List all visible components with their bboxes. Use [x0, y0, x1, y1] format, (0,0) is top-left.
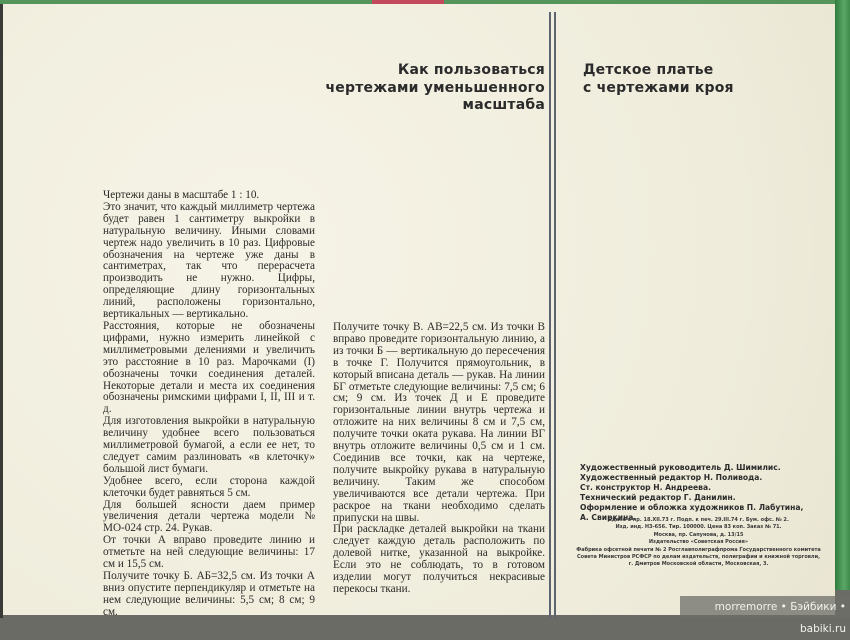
watermark: morremorre • Бэйбики • babiki.ru — [680, 596, 850, 618]
section-heading-childrens-dress — [583, 62, 803, 97]
heading-line: масштаба — [462, 97, 545, 113]
credit-line: Оформление и обложка художников П. Лабутина, — [580, 503, 804, 512]
cover-green-edge — [835, 0, 850, 590]
imprint-line: Изд. инд. НЗ-656. Тир. 100000. Цена 83 коп. Заказ № 71. — [615, 524, 782, 531]
credit-line: Ст. конструктор Н. Андреева. — [580, 483, 711, 492]
paragraph: Чертежи даны в масштабе 1 : 10. — [103, 189, 260, 201]
text-column-middle — [333, 322, 545, 596]
credit-line: Технический редактор Г. Данилин. — [580, 493, 736, 502]
credit-line: Художественный руководитель Д. Шимилис. — [580, 463, 781, 472]
cover-top-strip — [0, 0, 850, 4]
imprint-line: Издательство «Советская Россия» — [648, 539, 749, 546]
paragraph: Получите точку В. АВ=22,5 см. Из точки В вправо проведите горизонтальную линию, а из точки Б — вертикальную до пересечения в точке Г. Получится прямоугольник, в который вписана деталь — рукав. На линии БГ отметьте следующие величины: 7,5 см; 6 см; 9 см. Из точек Д и Е проведите горизонтальные линии внутрь чертежа и отложите на них величины 8 см и 7,5 см, получите точки оката рукава. На линии ВГ внутрь отложите величины 0,5 см и 1 см. Соединив все точки, как на чертеже, получите выкройку рукава в натуральную величину. Таким же способом увеличиваются все детали чертежа. При раскрое на ткани необходимо сделать припуски на швы. — [333, 321, 545, 524]
credit-line: А. Свиркина. — [580, 513, 637, 522]
heading-line: с чертежами кроя — [583, 79, 734, 96]
column-divider-rule-secondary — [554, 12, 556, 618]
paragraph: Для большей ясности даем пример увеличения детали чертежа модели № МО-024 стр. 24. Рукав. — [103, 498, 315, 535]
heading-line: Как пользоваться — [397, 62, 545, 78]
imprint-line: Фабрика офсетной печати № 2 Росглавполиграфпрома Государственного комитета Совета Министров РСФСР по делам издательств, полиграфии и книжной торговли, г. Дмитров Московской области, Московская, 3. — [576, 546, 821, 568]
paragraph: Для изготовления выкройки в натуральную величину удобнее всего пользоваться миллиметровой бумагой, а если ее нет, то следует самим разлиновать «в клеточку» большой лист бумаги. — [103, 415, 315, 475]
cover-red-accent — [372, 0, 444, 4]
credit-line: Художественный редактор Н. Поливода. — [580, 473, 763, 482]
paragraph: Это значит, что каждый миллиметр чертежа будет равен 1 сантиметру выкройки в натуральную величину. Иными словами чертеж надо увеличить в 10 раз. Цифровые обозначения на чертеже уже даны в сантиметрах, так что перерасчета производить не нужно. Цифры, определяющие длину горизонтальных линий, расположены горизонтально, вертикальных — вертикально. — [103, 200, 315, 321]
imprint-line: Москва, пр. Сапунова, д. 13/15 — [653, 531, 744, 538]
heading-line: Детское платье — [583, 62, 714, 78]
credits-block — [580, 463, 820, 523]
text-column-left — [103, 190, 315, 619]
paragraph: От точки А вправо проведите линию и отметьте на ней следующие величины: 17 см и 15,5 см. — [103, 534, 315, 571]
column-divider-rule — [549, 12, 551, 618]
paragraph: Получите точку Б. АБ=32,5 см. Из точки А вниз опустите перпендикуляр и отметьте на нем следующие величины: 5,5 см; 8 см; 9 см. — [103, 570, 315, 618]
paragraph: Удобнее всего, если сторона каждой клеточки будет равняться 5 см. — [103, 474, 315, 499]
imprint-line: Сдано в пр. 18.XII.73 г. Подп. к печ. 29.III.74 г. Бум. офс. № 2. — [608, 517, 789, 523]
section-heading-how-to-use — [310, 62, 545, 115]
publication-imprint — [576, 517, 821, 569]
paragraph: При раскладке деталей выкройки на ткани следует каждую деталь расположить по долевой нитке, указанной на выкройке. Если это не соблюдать, то в готовом изделии могут получиться некрасивые перекосы ткани. — [333, 523, 545, 595]
paragraph: Расстояния, которые не обозначены цифрами, нужно измерить линейкой с миллиметровыми делениями и увеличить это расстояние в 10 раз. Марочками (I) обозначены точки соединения деталей. Некоторые детали и места их соединения обозначены римскими цифрами I, II, III и т. д. — [103, 319, 315, 416]
heading-line: чертежами уменьшенного — [325, 79, 545, 96]
